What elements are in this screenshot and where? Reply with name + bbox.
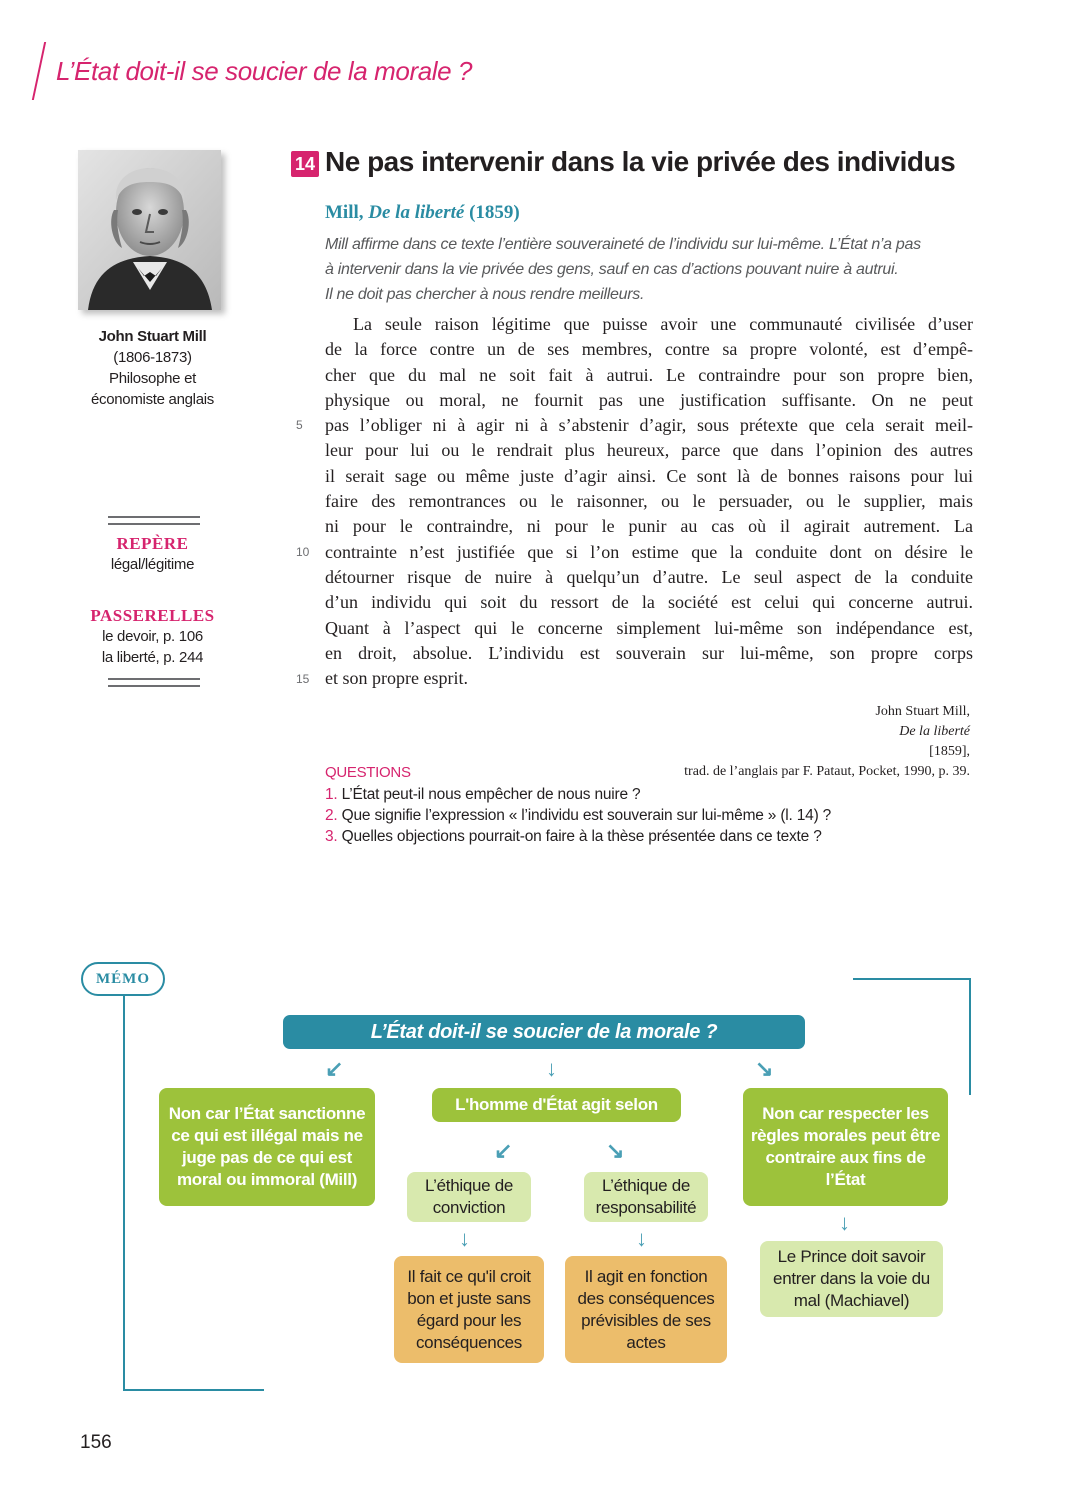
memo-frame-top xyxy=(853,978,971,980)
repere-value: légal/légitime xyxy=(110,556,195,573)
arrow-down-icon: ↓ xyxy=(546,1056,557,1081)
philosopher-role-1: Philosophe et xyxy=(108,370,196,387)
intro-line: Mill affirme dans ce texte l’entière souveraineté de l’individu sur lui-même. L’État n’a pas xyxy=(325,236,921,253)
intro-line: à intervenir dans la vie privée des gens, sauf en cas d’actions pouvant nuire à autrui. xyxy=(325,261,899,278)
source-line-1 xyxy=(560,702,970,762)
memo-box-conviction-result: Il fait ce qu'il croit bon et juste sans égard pour les conséquences xyxy=(394,1256,544,1363)
portrait-caption xyxy=(60,326,245,410)
arrow-down-right-icon: ↘ xyxy=(755,1056,774,1081)
passerelle-liberte-link[interactable]: la liberté, p. 244 xyxy=(101,649,204,666)
excerpt-line: de la force contre un de ses membres, contre sa propre volonté, est d’empê- xyxy=(325,339,973,360)
excerpt-line: faire des remontrances ou le raisonner, ou le persuader, ou le supplier, mais xyxy=(325,491,973,512)
excerpt-line: leur pour lui ou le rendrait plus heureux, parce que dans l’opinion des autres xyxy=(325,440,973,461)
portrait-illustration xyxy=(78,150,221,310)
excerpt-line: cher que du mal ne soit fait à autrui. Le contraindre pour son propre bien, xyxy=(325,364,973,385)
question-text: Que signifie l’expression « l’individu est souverain sur lui-même » (l. 14) ? xyxy=(337,807,832,824)
passerelles-label: PASSERELLES xyxy=(90,606,215,625)
intro-line: Il ne doit pas chercher à nous rendre meilleurs. xyxy=(325,286,645,303)
arrow-down-icon: ↓ xyxy=(636,1226,647,1251)
source-author: John Stuart Mill, xyxy=(875,704,970,719)
question-text: L’État peut-il nous empêcher de nous nuire ? xyxy=(337,786,641,803)
passerelle-devoir-link[interactable]: le devoir, p. 106 xyxy=(102,628,203,645)
question-text: Quelles objections pourrait-on faire à la thèse présentée dans ce texte ? xyxy=(337,828,822,845)
excerpt-line: contrainte n’est justifiée que si l’on estime que la conduite dont on désire le xyxy=(325,541,973,562)
arrow-down-icon: ↓ xyxy=(839,1210,850,1235)
question-number: 1. xyxy=(325,786,338,803)
philosopher-dates: (1806-1873) xyxy=(113,349,192,366)
author-name: Mill, xyxy=(325,202,369,223)
chapter-title: L’État doit-il se soucier de la morale ? xyxy=(56,56,473,86)
excerpt-line: il serait sage ou même juste d’agir ainsi. Ce sont là de bonnes raisons pour lui xyxy=(325,465,973,486)
memo-title: L’État doit-il se soucier de la morale ? xyxy=(283,1015,805,1049)
excerpt-line: ni pour le contraindre, ni pour le punir au cas où il agirait autrement. La xyxy=(325,516,973,537)
sidebar-rule-top xyxy=(108,516,200,525)
excerpt-line: Quant à l’aspect qui le concerne simplement lui-même son indépendance est, xyxy=(325,617,973,638)
memo-box-statesman: L'homme d'État agit selon xyxy=(432,1088,681,1122)
header-accent-slash xyxy=(32,42,46,100)
memo-box-machiavel: Non car respecter les règles morales peut être contraire aux fins de l’État xyxy=(743,1088,948,1206)
memo-box-responsibility: L’éthique de responsabilité xyxy=(584,1172,708,1222)
question-2 xyxy=(325,807,831,825)
source-citation xyxy=(560,702,970,782)
excerpt-line: et son propre esprit. xyxy=(325,668,468,689)
text-title: Ne pas intervenir dans la vie privée des individus xyxy=(325,146,956,177)
portrait-photo xyxy=(78,150,221,310)
source-work: De la liberté xyxy=(899,724,970,739)
memo-frame-left xyxy=(123,996,125,1391)
question-3 xyxy=(325,828,822,846)
question-1 xyxy=(325,786,640,804)
source-line-2: trad. de l’anglais par F. Pataut, Pocket, 1990, p. 39. xyxy=(684,764,970,779)
text-introduction xyxy=(325,232,975,307)
philosopher-role-2: économiste anglais xyxy=(90,391,214,408)
sidebar-rule-bottom xyxy=(108,678,200,687)
arrow-down-icon: ↓ xyxy=(459,1226,470,1251)
memo-frame-bottom xyxy=(123,1389,264,1391)
line-number-5: 5 xyxy=(296,418,303,432)
excerpt-body xyxy=(325,312,973,691)
memo-badge: MÉMO xyxy=(81,962,165,996)
arrow-down-right-icon: ↘ xyxy=(606,1138,625,1163)
repere-label: REPÈRE xyxy=(116,534,189,553)
excerpt-line: physique ou moral, ne fournit pas une justification suffisante. On ne peut xyxy=(325,389,973,410)
questions-heading: QUESTIONS xyxy=(325,764,411,781)
work-year: (1859) xyxy=(464,202,520,223)
source-year: [1859], xyxy=(929,744,970,759)
memo-box-mill: Non car l’État sanctionne ce qui est illégal mais ne juge pas de ce qui est moral ou immoral (Mill) xyxy=(159,1088,375,1206)
line-number-15: 15 xyxy=(296,672,310,686)
arrow-down-left-icon: ↙ xyxy=(494,1138,513,1163)
text-author xyxy=(325,202,520,224)
memo-box-conviction: L’éthique de conviction xyxy=(407,1172,531,1222)
memo-box-responsibility-result: Il agit en fonction des conséquences prévisibles de ses actes xyxy=(565,1256,727,1363)
text-number-badge: 14 xyxy=(291,151,319,177)
excerpt-line: La seule raison légitime que puisse avoir une communauté civilisée d’user xyxy=(353,314,973,334)
question-number: 3. xyxy=(325,828,338,845)
page-number: 156 xyxy=(80,1432,112,1453)
excerpt-line: détourner risque de nuire à quelqu’un d’autre. Le seul aspect de la conduite xyxy=(325,566,973,587)
work-title: De la liberté xyxy=(368,202,465,223)
memo-box-prince: Le Prince doit savoir entrer dans la voie du mal (Machiavel) xyxy=(760,1241,943,1317)
philosopher-name: John Stuart Mill xyxy=(98,328,207,345)
question-number: 2. xyxy=(325,807,338,824)
excerpt-line: d’un individu qui soit du ressort de la société est celui qui concerne autrui. xyxy=(325,592,973,613)
excerpt-line: pas l’obliger ni à agir ni à s’abstenir d’agir, sous prétexte que cela serait meil- xyxy=(325,415,973,436)
line-number-10: 10 xyxy=(296,545,310,559)
arrow-down-left-icon: ↙ xyxy=(325,1056,344,1081)
excerpt-line: en droit, absolue. L’individu est souverain sur lui-même, son propre corps xyxy=(325,642,973,663)
memo-frame-right xyxy=(969,978,971,1095)
